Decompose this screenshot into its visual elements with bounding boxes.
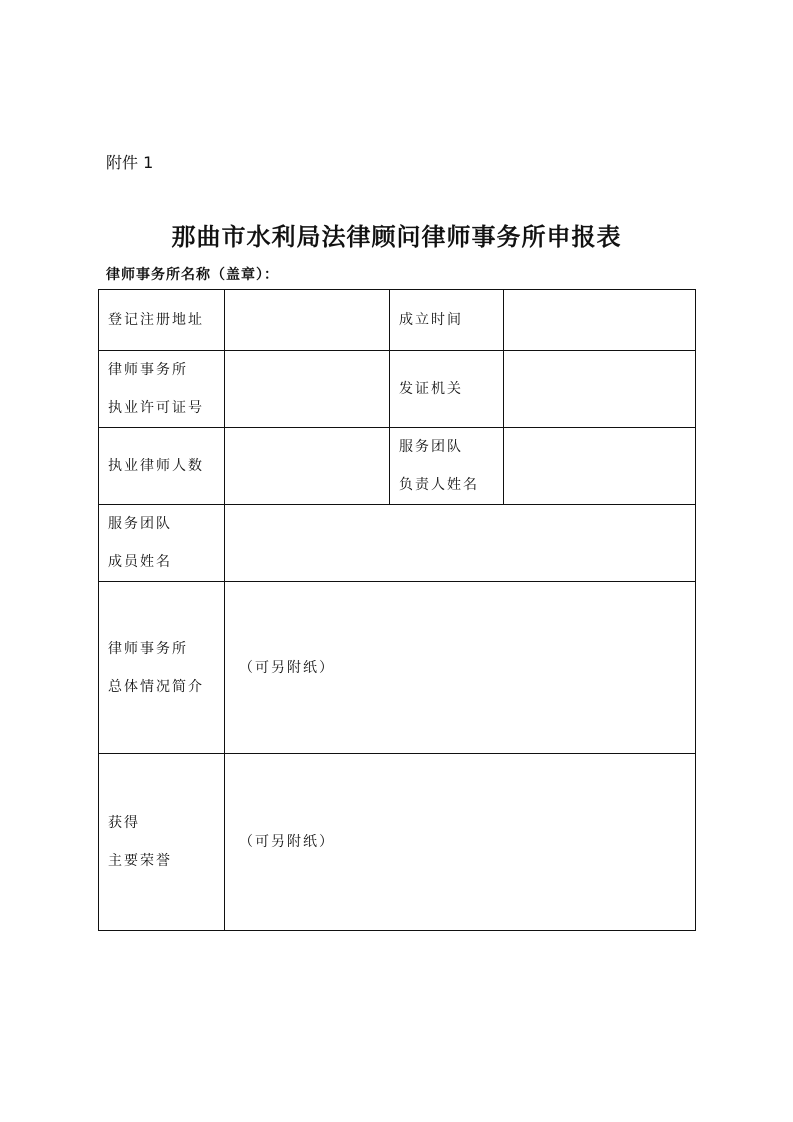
registered-address-field[interactable]	[225, 290, 390, 351]
attachment-label: 附件 1	[106, 153, 154, 172]
application-form-table	[98, 289, 696, 931]
lawyer-count-field[interactable]	[225, 428, 390, 505]
license-number-label-line2: 执业许可证号	[108, 400, 204, 416]
firm-introduction-label-line2: 总体情况简介	[108, 678, 204, 695]
firm-introduction-label	[99, 582, 225, 754]
team-leader-label	[390, 428, 504, 505]
row-honors	[99, 754, 696, 931]
team-members-label-line1: 服务团队	[108, 516, 172, 532]
row-license-number	[99, 351, 696, 428]
license-number-label	[99, 351, 225, 428]
firm-introduction-note: （可另附纸）	[239, 659, 335, 676]
row-registered-address	[99, 290, 696, 351]
row-firm-introduction	[99, 582, 696, 754]
team-members-label-line2: 成员姓名	[108, 554, 172, 570]
established-time-field[interactable]	[504, 290, 696, 351]
page-title: 那曲市水利局法律顾问律师事务所申报表	[171, 222, 622, 251]
honors-label-line1: 获得	[108, 815, 140, 831]
honors-note: （可另附纸）	[239, 834, 335, 850]
registered-address-label: 登记注册地址	[99, 290, 225, 351]
team-leader-label-line1: 服务团队	[399, 439, 463, 455]
row-team-members	[99, 505, 696, 582]
team-members-field[interactable]	[225, 505, 696, 582]
firm-introduction-field[interactable]	[225, 582, 696, 754]
firm-name-label: 律师事务所名称（盖章）：	[106, 267, 279, 283]
established-time-label: 成立时间	[390, 290, 504, 351]
issuing-authority-field[interactable]	[504, 351, 696, 428]
honors-label	[99, 754, 225, 931]
honors-label-line2: 主要荣誉	[108, 853, 172, 869]
license-number-field[interactable]	[225, 351, 390, 428]
firm-introduction-label-line1: 律师事务所	[108, 640, 188, 657]
issuing-authority-label: 发证机关	[390, 351, 504, 428]
honors-field[interactable]	[225, 754, 696, 931]
team-leader-label-line2: 负责人姓名	[399, 477, 479, 493]
license-number-label-line1: 律师事务所	[108, 362, 188, 378]
team-members-label	[99, 505, 225, 582]
team-leader-field[interactable]	[504, 428, 696, 505]
row-lawyer-count	[99, 428, 696, 505]
lawyer-count-label: 执业律师人数	[99, 428, 225, 505]
